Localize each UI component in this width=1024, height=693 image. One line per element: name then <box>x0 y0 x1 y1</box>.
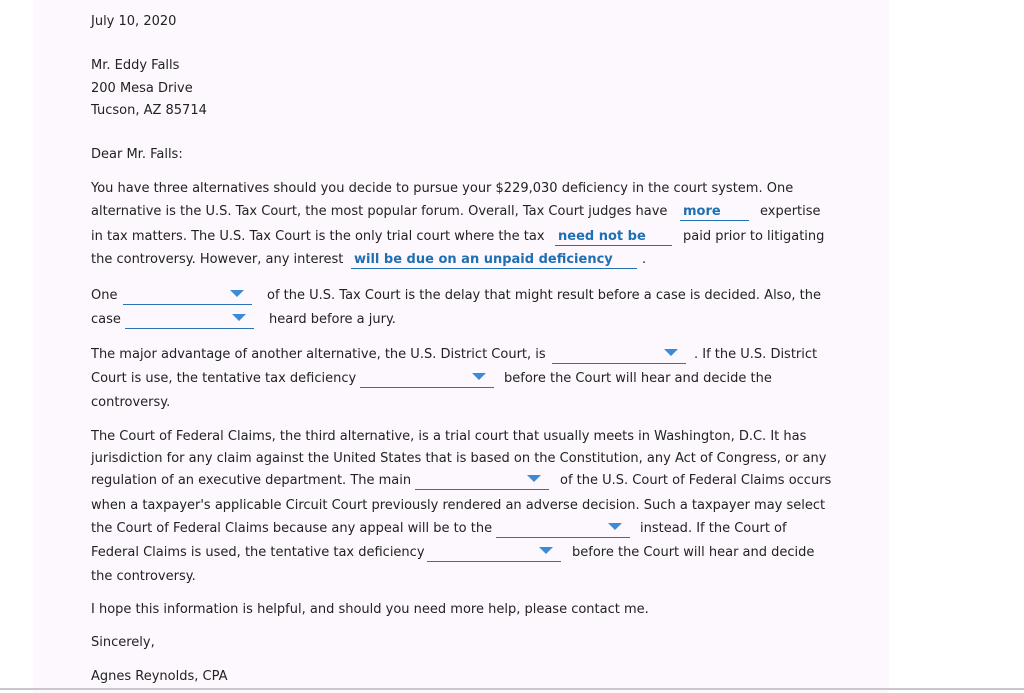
p2-line2-text: heard before a jury. <box>269 312 396 327</box>
p4-line4: when a taxpayer's applicable Circuit Court previously rendered an adverse decision. Such a taxpayer may select <box>91 498 826 513</box>
p3-line2-text: Court is use, the tentative tax deficiency <box>91 371 357 386</box>
p3-line1-text: The major advantage of another alternative, the U.S. District Court, is <box>91 347 546 362</box>
salutation: Dear Mr. Falls: <box>91 147 183 162</box>
p1-line2-tail: expertise <box>760 204 821 219</box>
p1-line4-text: the controversy. However, any interest <box>91 252 344 267</box>
chevron-down-icon <box>539 547 553 554</box>
p4-line5-tail: instead. If the Court of <box>640 521 787 536</box>
p4-line3-tail: of the U.S. Court of Federal Claims occurs <box>560 473 832 488</box>
recipient-name: Mr. Eddy Falls <box>91 58 180 73</box>
dropdown-district-court-advantage[interactable] <box>552 345 686 364</box>
closing-line: I hope this information is helpful, and should you need more help, please contact me. <box>91 602 649 617</box>
p3-line1-tail: . If the U.S. District <box>694 347 818 362</box>
p4-line2: jurisdiction for any claim against the United States that is based on the Constitution, any Act of Congress, or any <box>91 451 827 466</box>
dropdown-tax-court-disadvantage[interactable] <box>123 286 252 305</box>
p4-line6-tail: before the Court will hear and decide <box>572 545 815 560</box>
dropdown-jury-option[interactable] <box>125 310 254 329</box>
answer-blank-interest[interactable]: will be due on an unpaid deficiency <box>351 252 637 269</box>
p3-line2-tail: before the Court will hear and decide the <box>504 371 772 386</box>
dropdown-claims-court-advantage[interactable] <box>415 471 549 490</box>
recipient-street: 200 Mesa Drive <box>91 81 193 96</box>
page-bottom-divider <box>0 688 1024 690</box>
chevron-down-icon <box>230 290 244 297</box>
p1-line2-text: alternative is the U.S. Tax Court, the most popular forum. Overall, Tax Court judges have <box>91 204 668 219</box>
p1-line1: You have three alternatives should you decide to pursue your $229,030 deficiency in the court system. One <box>91 181 794 196</box>
dropdown-claims-deficiency[interactable] <box>427 543 561 562</box>
p1-line4-period: . <box>642 252 647 267</box>
signature: Agnes Reynolds, CPA <box>91 669 228 684</box>
p2-line2-lead: case <box>91 312 121 327</box>
p4-line3-text: regulation of an executive department. The main <box>91 473 412 488</box>
p1-line3-text: in tax matters. The U.S. Tax Court is the only trial court where the tax <box>91 229 545 244</box>
answer-blank-expertise[interactable]: more <box>680 204 749 221</box>
p2-line1-text: of the U.S. Tax Court is the delay that might result before a case is decided. Also, the <box>267 288 822 303</box>
chevron-down-icon <box>608 523 622 530</box>
sign-off: Sincerely, <box>91 635 155 650</box>
p1-line3-tail: paid prior to litigating <box>683 229 825 244</box>
chevron-down-icon <box>527 475 541 482</box>
chevron-down-icon <box>664 349 678 356</box>
p3-line3: controversy. <box>91 395 171 410</box>
p4-line1: The Court of Federal Claims, the third alternative, is a trial court that usually meets in Washington, D.C. It has <box>91 429 807 444</box>
dropdown-appeal-court[interactable] <box>496 519 630 538</box>
p4-line5-text: the Court of Federal Claims because any appeal will be to the <box>91 521 493 536</box>
answer-blank-tax-payment[interactable]: need not be <box>555 229 672 246</box>
p4-line7: the controversy. <box>91 569 196 584</box>
dropdown-district-deficiency[interactable] <box>360 369 494 388</box>
p2-line1-lead: One <box>91 288 118 303</box>
letter-date: July 10, 2020 <box>91 14 177 29</box>
p4-line6-text: Federal Claims is used, the tentative tax deficiency <box>91 545 425 560</box>
chevron-down-icon <box>472 373 486 380</box>
recipient-city: Tucson, AZ 85714 <box>91 103 207 118</box>
chevron-down-icon <box>232 314 246 321</box>
